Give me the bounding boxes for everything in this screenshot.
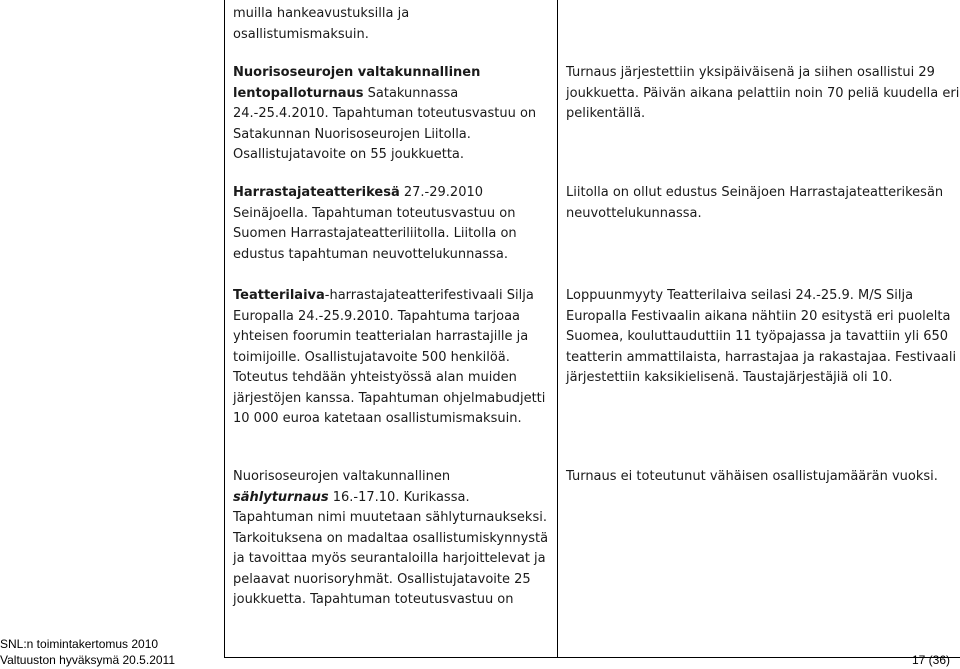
footer-report-title: SNL:n toimintakertomus 2010 bbox=[0, 637, 159, 651]
result-cell-theatre-ship bbox=[566, 286, 960, 389]
funding-line-2: osallistumismaksuin. bbox=[233, 26, 369, 42]
floorball-line-1: Nuorisoseurojen valtakunnallinen bbox=[233, 469, 451, 484]
table-column-divider bbox=[557, 0, 558, 658]
plan-cell-volleyball bbox=[233, 63, 553, 166]
result-cell-theatre-summer bbox=[566, 183, 960, 224]
volleyball-result: Turnaus järjestettiin yksipäiväisenä ja siihen osallistui 29 joukkuetta. Päivän aikana pelattiin noin 70 peliä kuudella eri pelikentällä. bbox=[566, 65, 960, 121]
plan-cell-theatre-ship bbox=[233, 286, 553, 430]
volleyball-title: Nuorisoseurojen valtakunnallinen lentopalloturnaus bbox=[233, 65, 481, 101]
floorball-text: 16.-17.10. Kurikassa. Tapahtuman nimi muutetaan sählyturnaukseksi. Tarkoituksena on madaltaa osallistumiskynnystä ja tavoittaa myös seurantaloilla harjoittelevat ja pelaavat nuorisoryhmät. Osallistujatavoite 25 joukkuetta. Tapahtuman toteutusvastuu on bbox=[233, 489, 549, 607]
table-left-border bbox=[224, 0, 225, 658]
plan-cell-theatre-summer bbox=[233, 183, 553, 265]
theatre-summer-title: Harrastajateatterikesä bbox=[233, 185, 400, 200]
floorball-result: Turnaus ei toteutunut vähäisen osallistujamäärän vuoksi. bbox=[566, 469, 938, 484]
theatre-ship-title: Teatterilaiva bbox=[233, 288, 325, 303]
theatre-ship-text: -harrastajateatterifestivaali Silja Europalla 24.-25.9.2010. Tapahtuma tarjoaa yhteisen foorumin teatterialan harrastajille ja toimijoille. Osallistujatavoite 500 henkilöä. Toteutus tehdään yhteistyössä alan muiden järjestöjen kanssa. Tapahtuman ohjelmabudjetti 10 000 euroa katetaan osallistumismaksuin. bbox=[233, 288, 546, 426]
footer-approval-date: Valtuuston hyväksymä 20.5.2011 bbox=[0, 653, 175, 667]
volleyball-text: Satakunnassa 24.-25.4.2010. Tapahtuman toteutusvastuu on Satakunnan Nuorisoseurojen Liitolla. Osallistujatavoite on 55 joukkuetta. bbox=[233, 85, 537, 162]
theatre-summer-text: 27.-29.2010 Seinäjoella. Tapahtuman toteutusvastuu on Suomen Harrastajateatteriliitolla. Liitolla on edustus tapahtuman neuvottelukunnassa. bbox=[233, 185, 517, 262]
footer-page-number: 17 (36) bbox=[911, 653, 950, 667]
table-bottom-border bbox=[224, 657, 960, 658]
funding-line-1: muilla hankeavustuksilla ja bbox=[233, 6, 410, 21]
result-cell-floorball bbox=[566, 467, 960, 488]
plan-cell-floorball bbox=[233, 467, 553, 611]
floorball-title: sählyturnaus bbox=[233, 489, 329, 505]
theatre-summer-result: Liitolla on ollut edustus Seinäjoen Harrastajateatterikesän neuvottelukunnassa. bbox=[566, 185, 944, 221]
plan-cell-funding bbox=[233, 4, 553, 45]
result-cell-volleyball bbox=[566, 63, 960, 125]
theatre-ship-result: Loppuunmyyty Teatterilaiva seilasi 24.-25.9. M/S Silja Europalla Festivaalin aikana nähtiin 20 esitystä eri puolelta Suomea, kouluttauduttiin 11 työpajassa ja tavattiin yli 650 teatterin ammattilaista, harrastajaa ja rakastajaa. Festivaali järjestettiin kaksikielisenä. Taustajärjestäjiä oli 10. bbox=[566, 288, 957, 385]
